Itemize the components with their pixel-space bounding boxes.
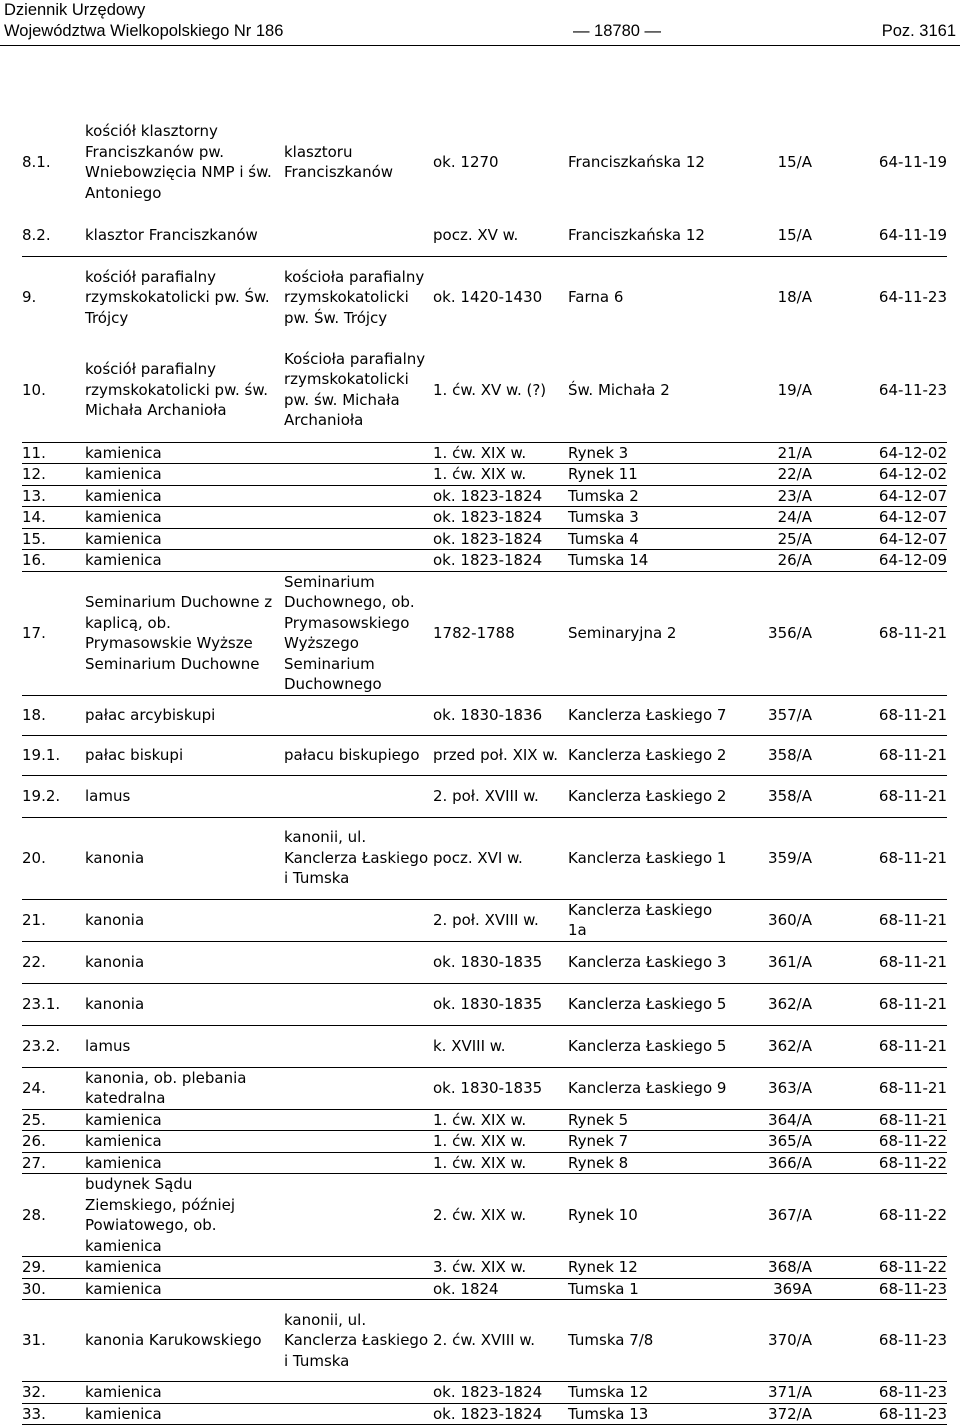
- object-name: kamienica: [85, 1279, 162, 1298]
- dating: ok. 1823-1824: [433, 529, 543, 548]
- dating: 1. ćw. XIX w.: [433, 1132, 527, 1150]
- address: Franciszkańska 12: [568, 152, 705, 171]
- dating: ok. 1823-1824: [433, 551, 543, 569]
- register-number: 25/A: [777, 529, 812, 548]
- dating: ok. 1823-1824: [433, 1404, 543, 1423]
- register-date: 64-12-07: [878, 508, 947, 526]
- object-name: kamienica: [85, 443, 162, 462]
- table-row: [22, 735, 947, 775]
- object-part: [284, 550, 433, 572]
- object-name: budynek Sądu Ziemskiego, później Powiatowego, ob. kamienica: [85, 1175, 236, 1255]
- address: Kanclerza Łaskiego 9: [568, 1078, 727, 1097]
- table-row: [22, 1257, 947, 1279]
- address: Tumska 13: [568, 1404, 649, 1423]
- row-number: 27.: [22, 1153, 46, 1172]
- object-name: pałac biskupi: [85, 745, 184, 764]
- object-name: kamienica: [85, 1258, 162, 1276]
- table-row: [22, 442, 947, 464]
- address: Rynek 12: [568, 1258, 638, 1276]
- register-number: 358/A: [768, 786, 812, 805]
- dating: ok. 1830-1835: [433, 994, 543, 1013]
- address: Rynek 11: [568, 465, 638, 483]
- register-date: 64-12-02: [878, 443, 947, 462]
- row-number: 12.: [22, 465, 46, 483]
- register-date: 68-11-21: [878, 994, 947, 1013]
- register-date: 64-12-07: [878, 529, 947, 548]
- dating: ok. 1830-1835: [433, 952, 543, 971]
- dating: ok. 1270: [433, 152, 499, 171]
- register-date: 68-11-22: [878, 1132, 947, 1150]
- object-part: kanonii, ul. Kanclerza Łaskiego i Tumska: [284, 1310, 429, 1370]
- row-number: 26.: [22, 1132, 46, 1150]
- register-number: 24/A: [777, 508, 812, 526]
- object-name: kamienica: [85, 508, 162, 526]
- register-number: 19/A: [777, 380, 812, 399]
- object-part: klasztoru Franciszkanów: [284, 142, 394, 181]
- row-number: 23.1.: [22, 994, 61, 1013]
- table-row: [22, 1025, 947, 1067]
- row-number: 22.: [22, 952, 46, 971]
- address: Farna 6: [568, 288, 624, 306]
- object-part: [284, 1109, 433, 1131]
- register-number: 372/A: [768, 1404, 812, 1423]
- register-number: 23/A: [777, 486, 812, 505]
- table-row: [22, 817, 947, 899]
- object-name: kamienica: [85, 1383, 162, 1401]
- object-part: [284, 1403, 433, 1425]
- row-number: 33.: [22, 1404, 46, 1423]
- register-date: 68-11-23: [878, 1383, 947, 1401]
- register-date: 64-12-02: [878, 465, 947, 483]
- register-number: 18/A: [777, 288, 812, 306]
- dating: 1. ćw. XIX w.: [433, 1110, 527, 1129]
- register-date: 68-11-21: [878, 1078, 947, 1097]
- address: Kanclerza Łaskiego 3: [568, 952, 727, 971]
- object-name: kamienica: [85, 465, 162, 483]
- address: Rynek 7: [568, 1132, 629, 1150]
- table-row: [22, 1109, 947, 1131]
- object-name: kamienica: [85, 529, 162, 548]
- row-number: 24.: [22, 1078, 46, 1097]
- object-part: [284, 442, 433, 464]
- address: Tumska 2: [568, 486, 639, 505]
- register-number: 362/A: [768, 994, 812, 1013]
- object-part: Kościoła parafialny rzymskokatolicki pw. św. Michała Archanioła: [284, 349, 426, 430]
- dating: 2. poł. XVIII w.: [433, 910, 539, 929]
- object-name: kościół parafialny rzymskokatolicki pw. św. Michała Archanioła: [85, 360, 268, 419]
- dating: k. XVIII w.: [433, 1036, 506, 1055]
- row-number: 20.: [22, 848, 46, 867]
- object-name: kamienica: [85, 1404, 162, 1423]
- object-part: Seminarium Duchownego, ob. Prymasowskiego Wyższego Seminarium Duchownego: [284, 572, 415, 693]
- register-date: 68-11-22: [878, 1258, 947, 1276]
- table-row: [22, 464, 947, 486]
- row-number: 13.: [22, 486, 46, 505]
- object-part: [284, 1025, 433, 1067]
- row-number: 23.2.: [22, 1036, 61, 1055]
- monuments-table: [22, 110, 947, 1425]
- row-number: 25.: [22, 1110, 46, 1129]
- dating: ok. 1823-1824: [433, 1383, 543, 1401]
- dating: 1. ćw. XV w. (?): [433, 380, 547, 399]
- object-name: kanonia: [85, 994, 145, 1013]
- dating: 2. poł. XVIII w.: [433, 786, 539, 805]
- table-row: [22, 1300, 947, 1382]
- register-number: 369A: [773, 1279, 812, 1298]
- dating: 1. ćw. XIX w.: [433, 465, 527, 483]
- register-number: 371/A: [768, 1383, 812, 1401]
- object-part: [284, 214, 433, 256]
- dating: 1. ćw. XIX w.: [433, 1153, 527, 1172]
- register-date: 68-11-21: [878, 1036, 947, 1055]
- object-part: kanonii, ul. Kanclerza Łaskiego i Tumska: [284, 828, 429, 888]
- object-name: lamus: [85, 1036, 131, 1055]
- dating: ok. 1420-1430: [433, 288, 543, 306]
- table-row: [22, 214, 947, 256]
- table-row: [22, 775, 947, 817]
- address: Rynek 8: [568, 1153, 629, 1172]
- address: Kanclerza Łaskiego 2: [568, 745, 727, 764]
- row-number: 31.: [22, 1331, 46, 1350]
- object-part: [284, 775, 433, 817]
- register-date: 68-11-21: [878, 705, 947, 724]
- register-number: 357/A: [768, 705, 812, 724]
- dating: pocz. XVI w.: [433, 848, 523, 867]
- register-number: 358/A: [768, 745, 812, 764]
- table-row: [22, 1278, 947, 1300]
- object-name: Seminarium Duchowne z kaplicą, ob. Prymasowskie Wyższe Seminarium Duchowne: [85, 593, 273, 673]
- address: Św. Michała 2: [568, 380, 670, 399]
- table-row: [22, 695, 947, 735]
- object-part: [284, 485, 433, 507]
- table-row: [22, 1131, 947, 1153]
- object-name: lamus: [85, 786, 131, 805]
- object-name: kanonia Karukowskiego: [85, 1331, 262, 1350]
- object-part: [284, 1152, 433, 1174]
- dating: 1. ćw. XIX w.: [433, 443, 527, 462]
- row-number: 32.: [22, 1383, 46, 1401]
- address: Franciszkańska 12: [568, 225, 705, 244]
- register-number: 356/A: [768, 623, 812, 642]
- row-number: 9.: [22, 288, 37, 306]
- object-part: [284, 1174, 433, 1257]
- row-number: 29.: [22, 1258, 46, 1276]
- address: Tumska 7/8: [568, 1331, 654, 1350]
- register-date: 68-11-21: [878, 786, 947, 805]
- dating: pocz. XV w.: [433, 225, 519, 244]
- register-number: 359/A: [768, 848, 812, 867]
- monuments-table-body: [22, 110, 947, 1425]
- table-row: [22, 485, 947, 507]
- table-row: [22, 571, 947, 695]
- object-name: kamienica: [85, 1110, 162, 1129]
- object-part: [284, 528, 433, 550]
- row-number: 19.1.: [22, 745, 61, 764]
- header-line: [4, 21, 956, 42]
- address: Tumska 12: [568, 1383, 649, 1401]
- page-number: — 18780 —: [572, 22, 662, 40]
- register-number: 363/A: [768, 1078, 812, 1097]
- journal-region: Województwa Wielkopolskiego Nr 186: [4, 22, 284, 40]
- table-row: [22, 1403, 947, 1425]
- register-number: 365/A: [768, 1132, 812, 1150]
- address: Seminaryjna 2: [568, 623, 677, 642]
- object-name: klasztor Franciszkanów: [85, 225, 258, 244]
- register-date: 68-11-21: [878, 1110, 947, 1129]
- row-number: 11.: [22, 443, 46, 462]
- register-date: 64-12-09: [878, 551, 947, 569]
- address: Kanclerza Łaskiego 7: [568, 705, 727, 724]
- dating: ok. 1830-1836: [433, 705, 543, 724]
- row-number: 15.: [22, 529, 46, 548]
- register-number: 21/A: [777, 443, 812, 462]
- row-number: 30.: [22, 1279, 46, 1298]
- register-number: 366/A: [768, 1153, 812, 1172]
- object-name: kanonia: [85, 848, 145, 867]
- register-date: 64-12-07: [878, 486, 947, 505]
- table-row: [22, 110, 947, 214]
- register-number: 361/A: [768, 952, 812, 971]
- register-date: 68-11-22: [878, 1205, 947, 1224]
- address: Tumska 3: [568, 508, 639, 526]
- register-date: 68-11-21: [878, 848, 947, 867]
- object-part: [284, 507, 433, 529]
- object-name: kamienica: [85, 1153, 162, 1172]
- object-name: kościół klasztorny Franciszkanów pw. Wniebowzięcia NMP i św. Antoniego: [85, 122, 272, 202]
- register-number: 368/A: [768, 1258, 812, 1276]
- dating: 2. ćw. XVIII w.: [433, 1331, 535, 1350]
- address: Rynek 10: [568, 1205, 638, 1224]
- dating: przed poł. XIX w.: [433, 745, 558, 764]
- journal-title: Dziennik Urzędowy: [4, 1, 146, 19]
- row-number: 10.: [22, 380, 46, 399]
- row-number: 14.: [22, 508, 46, 526]
- row-number: 19.2.: [22, 786, 61, 805]
- dating: 1782-1788: [433, 623, 515, 642]
- object-name: kanonia: [85, 910, 145, 929]
- row-number: 8.1.: [22, 152, 51, 171]
- address: Tumska 4: [568, 529, 639, 548]
- table-row: [22, 1382, 947, 1404]
- object-name: kościół parafialny rzymskokatolicki pw. Św. Trójcy: [85, 267, 270, 327]
- table-row: [22, 1152, 947, 1174]
- row-number: 16.: [22, 551, 46, 569]
- header-rule: [0, 45, 960, 46]
- row-number: 28.: [22, 1205, 46, 1224]
- object-part: [284, 1067, 433, 1109]
- address: Kanclerza Łaskiego 1a: [568, 900, 713, 939]
- address: Kanclerza Łaskiego 1: [568, 848, 727, 867]
- register-date: 64-11-19: [878, 152, 947, 171]
- register-number: 15/A: [777, 225, 812, 244]
- table-row: [22, 528, 947, 550]
- dating: ok. 1823-1824: [433, 486, 543, 505]
- register-date: 68-11-23: [878, 1331, 947, 1350]
- page-header: [4, 0, 956, 42]
- position-number: Poz. 3161: [881, 22, 956, 40]
- object-part: [284, 899, 433, 941]
- table-row: [22, 899, 947, 941]
- address: Kanclerza Łaskiego 5: [568, 1036, 727, 1055]
- dating: ok. 1824: [433, 1279, 499, 1298]
- address: Kanclerza Łaskiego 5: [568, 994, 727, 1013]
- object-name: kamienica: [85, 1132, 162, 1150]
- table-row: [22, 507, 947, 529]
- register-number: 22/A: [777, 465, 812, 483]
- table-row: [22, 338, 947, 442]
- object-name: kamienica: [85, 486, 162, 505]
- table-row: [22, 256, 947, 338]
- object-name: kanonia: [85, 952, 145, 971]
- register-number: 362/A: [768, 1036, 812, 1055]
- object-part: pałacu biskupiego: [284, 745, 420, 764]
- object-part: [284, 983, 433, 1025]
- object-part: kościoła parafialny rzymskokatolicki pw. Św. Trójcy: [284, 267, 425, 327]
- register-date: 64-11-19: [878, 225, 947, 244]
- dating: 3. ćw. XIX w.: [433, 1258, 527, 1276]
- row-number: 18.: [22, 705, 46, 724]
- object-part: [284, 1382, 433, 1404]
- object-part: [284, 1131, 433, 1153]
- register-date: 68-11-22: [878, 1153, 947, 1172]
- register-date: 68-11-21: [878, 745, 947, 764]
- object-name: kamienica: [85, 551, 162, 569]
- register-number: 26/A: [777, 551, 812, 569]
- object-part: [284, 695, 433, 735]
- register-number: 364/A: [768, 1110, 812, 1129]
- address: Kanclerza Łaskiego 2: [568, 786, 727, 805]
- dating: ok. 1830-1835: [433, 1078, 543, 1097]
- table-row: [22, 1174, 947, 1257]
- table-row: [22, 983, 947, 1025]
- object-part: [284, 1257, 433, 1279]
- dating: ok. 1823-1824: [433, 508, 543, 526]
- dating: 2. ćw. XIX w.: [433, 1205, 527, 1224]
- register-date: 68-11-23: [878, 1279, 947, 1298]
- register-date: 68-11-21: [878, 952, 947, 971]
- register-number: 360/A: [768, 910, 812, 929]
- object-part: [284, 464, 433, 486]
- row-number: 8.2.: [22, 225, 51, 244]
- register-number: 370/A: [768, 1331, 812, 1350]
- address: Rynek 3: [568, 443, 629, 462]
- table-row: [22, 941, 947, 983]
- address: Tumska 1: [568, 1279, 639, 1298]
- table-row: [22, 1067, 947, 1109]
- register-number: 15/A: [777, 152, 812, 171]
- register-date: 68-11-21: [878, 623, 947, 642]
- register-date: 64-11-23: [878, 288, 947, 306]
- object-part: [284, 1278, 433, 1300]
- register-number: 367/A: [768, 1205, 812, 1224]
- register-date: 68-11-21: [878, 910, 947, 929]
- row-number: 21.: [22, 910, 46, 929]
- object-name: pałac arcybiskupi: [85, 705, 216, 724]
- object-name: kanonia, ob. plebania katedralna: [85, 1068, 247, 1107]
- table-row: [22, 550, 947, 572]
- row-number: 17.: [22, 623, 46, 642]
- object-part: [284, 941, 433, 983]
- register-date: 64-11-23: [878, 380, 947, 399]
- address: Rynek 5: [568, 1110, 629, 1129]
- address: Tumska 14: [568, 551, 649, 569]
- register-date: 68-11-23: [878, 1404, 947, 1423]
